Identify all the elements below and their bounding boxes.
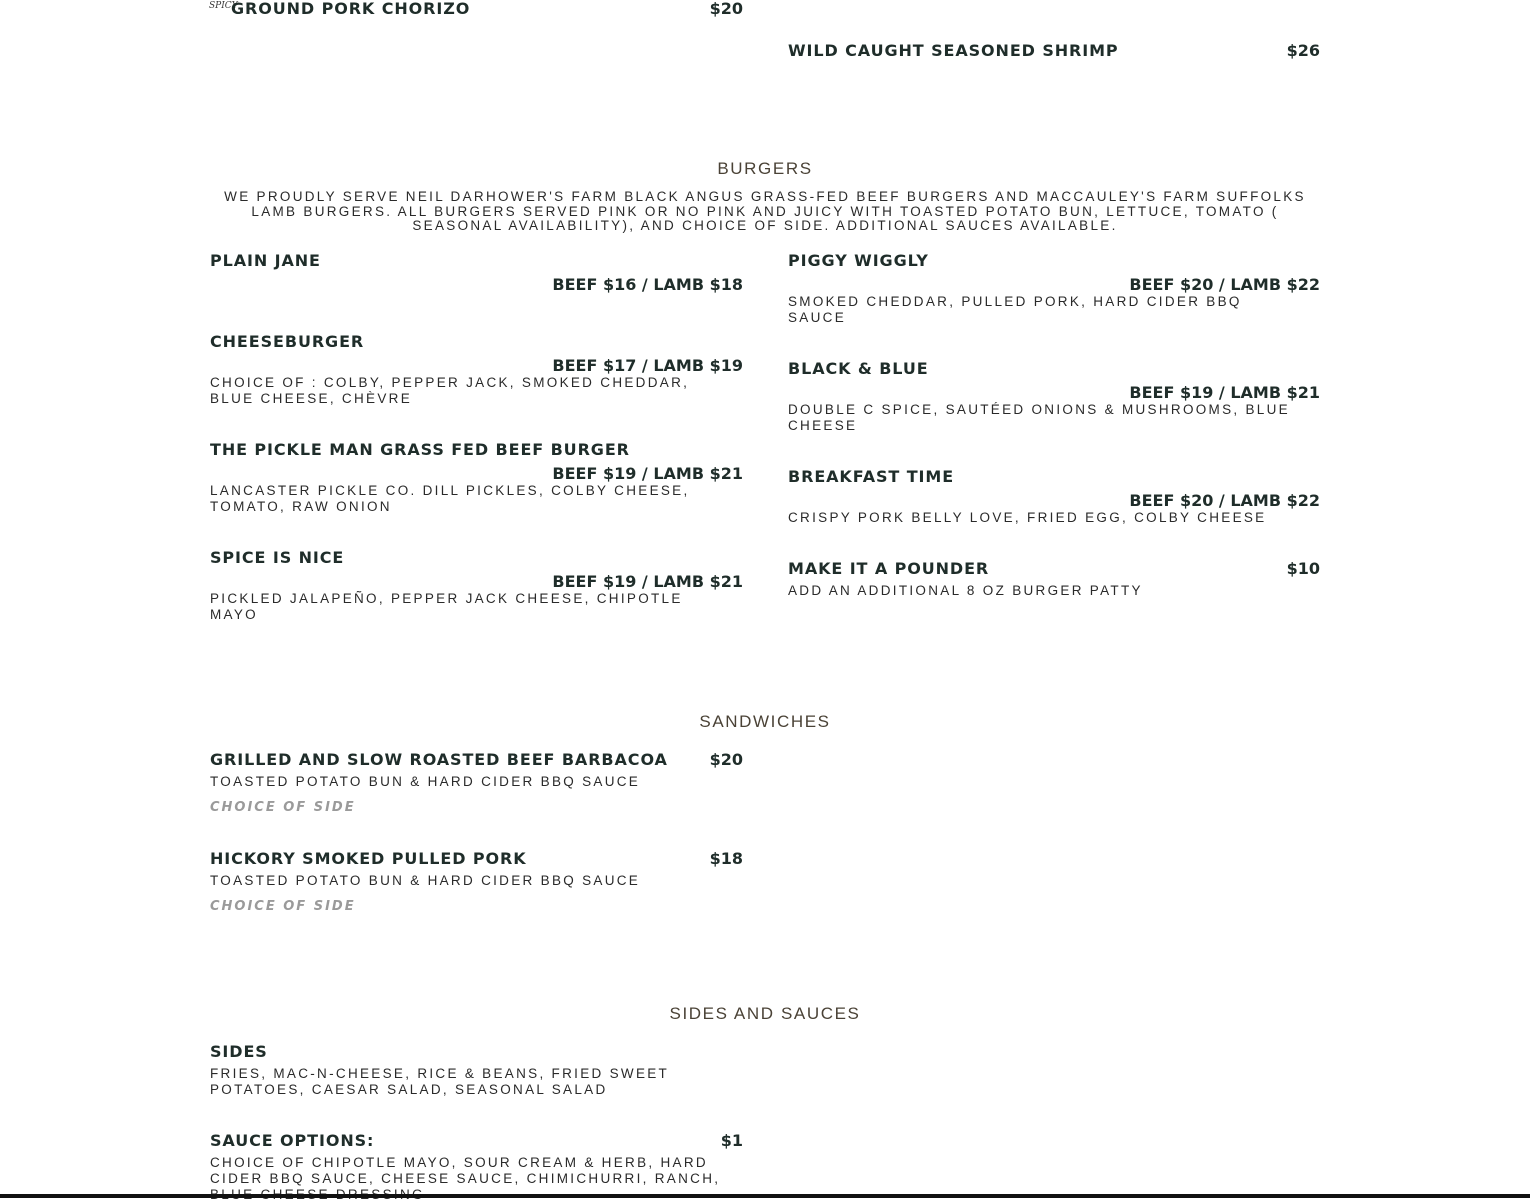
choice-of-side-note: CHOICE OF SIDE bbox=[210, 899, 356, 914]
burger-description: ADD AN ADDITIONAL 8 OZ BURGER PATTY bbox=[788, 583, 1143, 598]
sandwich-name: HICKORY SMOKED PULLED PORK bbox=[210, 849, 527, 868]
burger-name: THE PICKLE MAN GRASS FED BEEF BURGER bbox=[210, 440, 630, 459]
burger-description: CHOICE OF : COLBY, PEPPER JACK, SMOKED CHEDDAR, BLUE CHEESE, CHÈVRE bbox=[210, 375, 690, 406]
burger-price: BEEF $20 / LAMB $22 bbox=[1129, 491, 1320, 510]
sauce-options-name: SAUCE OPTIONS: bbox=[210, 1131, 375, 1150]
burger-price: $10 bbox=[1286, 559, 1320, 578]
sandwich-name: GRILLED AND SLOW ROASTED BEEF BARBACOA bbox=[210, 750, 668, 769]
sides-name: SIDES bbox=[210, 1042, 268, 1061]
burger-price: BEEF $19 / LAMB $21 bbox=[1129, 383, 1320, 402]
burger-price: BEEF $17 / LAMB $19 bbox=[552, 356, 743, 375]
burger-description: SMOKED CHEDDAR, PULLED PORK, HARD CIDER BBQ SAUCE bbox=[788, 294, 1242, 325]
choice-of-side-note: CHOICE OF SIDE bbox=[210, 800, 356, 815]
chorizo-name: GROUND PORK CHORIZO bbox=[231, 0, 471, 18]
burger-description: PICKLED JALAPEÑO, PEPPER JACK CHEESE, CHIPOTLE MAYO bbox=[210, 591, 683, 622]
burger-description: CRISPY PORK BELLY LOVE, FRIED EGG, COLBY CHEESE bbox=[788, 510, 1267, 525]
sandwich-description: TOASTED POTATO BUN & HARD CIDER BBQ SAUCE bbox=[210, 774, 641, 789]
chorizo-price: $20 bbox=[709, 0, 743, 18]
burger-name: BREAKFAST TIME bbox=[788, 467, 955, 486]
shrimp-price: $26 bbox=[1286, 41, 1320, 60]
burger-name: MAKE IT A POUNDER bbox=[788, 559, 990, 578]
burger-name: CHEESEBURGER bbox=[210, 332, 365, 351]
spicy-tag: SPICY bbox=[209, 1, 238, 11]
burgers-section-title: BURGERS bbox=[717, 159, 813, 178]
shrimp-name: WILD CAUGHT SEASONED SHRIMP bbox=[788, 41, 1119, 60]
burger-description: DOUBLE C SPICE, SAUTÉED ONIONS & MUSHROOMS, BLUE CHEESE bbox=[788, 402, 1290, 433]
burger-name: PLAIN JANE bbox=[210, 251, 321, 270]
burger-description: LANCASTER PICKLE CO. DILL PICKLES, COLBY CHEESE, TOMATO, RAW ONION bbox=[210, 483, 690, 514]
sauce-options-description: CHOICE OF CHIPOTLE MAYO, SOUR CREAM & HERB, HARD CIDER BBQ SAUCE, CHEESE SAUCE, CHIMICHURRI, RANCH, bbox=[210, 1155, 721, 1186]
burgers-intro: WE PROUDLY SERVE NEIL DARHOWER'S FARM BLACK ANGUS GRASS-FED BEEF BURGERS AND MACCAULEY'S FARM SUFFOLKS LAMB BURGERS. ALL BURGERS SERVED PINK OR NO PINK AND JUICY WITH TOASTED POTATO BUN, LETTUCE, TOMATO ( SEASONAL AVAILABILITY), AND CHOICE OF SIDE. ADDITIONAL SAUCES AVAILABLE. bbox=[224, 189, 1306, 233]
sandwich-price: $18 bbox=[709, 849, 743, 868]
sides-description: FRIES, MAC-N-CHEESE, RICE & BEANS, FRIED SWEET POTATOES, CAESAR SALAD, SEASONAL SALAD bbox=[210, 1066, 669, 1097]
burger-price: BEEF $19 / LAMB $21 bbox=[552, 464, 743, 483]
sandwich-price: $20 bbox=[709, 750, 743, 769]
burger-name: SPICE IS NICE bbox=[210, 548, 345, 567]
burger-price: BEEF $16 / LAMB $18 bbox=[552, 275, 743, 294]
sandwich-description: TOASTED POTATO BUN & HARD CIDER BBQ SAUCE bbox=[210, 873, 641, 888]
burger-price: BEEF $20 / LAMB $22 bbox=[1129, 275, 1320, 294]
sandwiches-section-title: SANDWICHES bbox=[699, 712, 831, 731]
burger-price: BEEF $19 / LAMB $21 bbox=[552, 572, 743, 591]
burger-name: PIGGY WIGGLY bbox=[788, 251, 929, 270]
burger-name: BLACK & BLUE bbox=[788, 359, 929, 378]
bottom-border bbox=[0, 1194, 1530, 1198]
sides-section-title: SIDES AND SAUCES bbox=[669, 1004, 861, 1023]
sauce-options-price: $1 bbox=[720, 1131, 743, 1150]
